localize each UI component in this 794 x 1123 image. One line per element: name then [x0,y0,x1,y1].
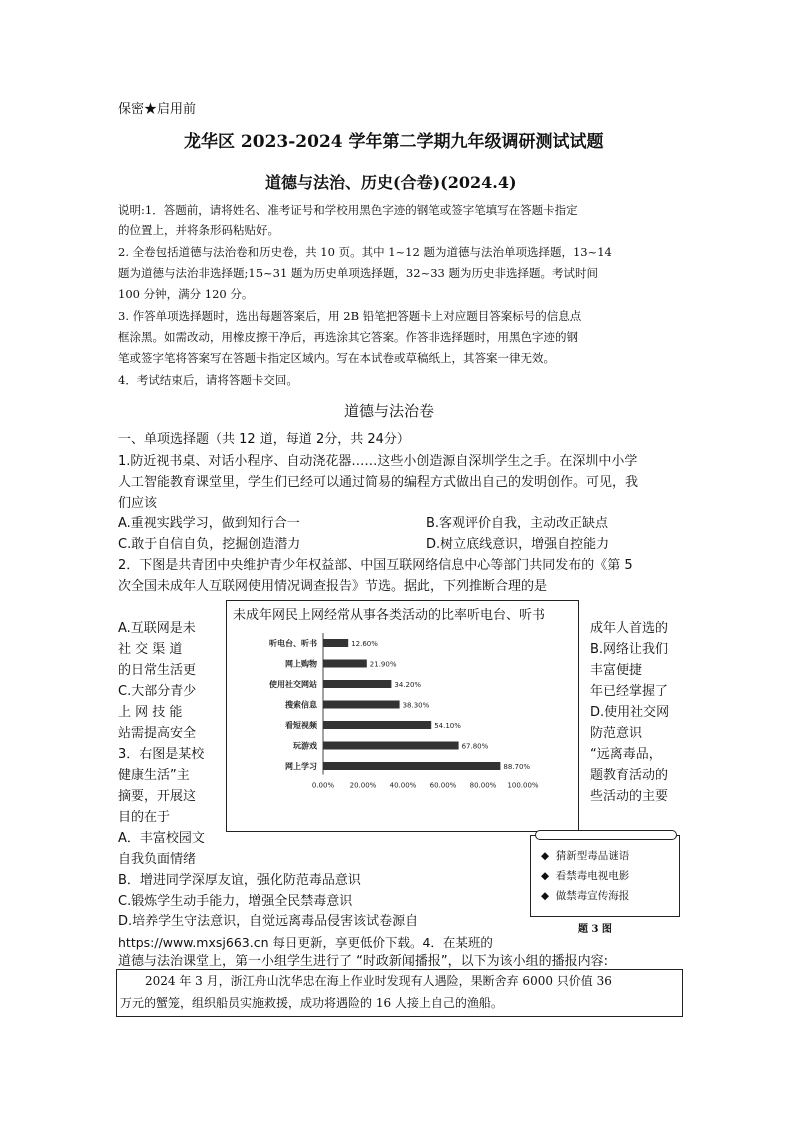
chart-value-label: 34.20% [394,681,422,689]
instructions-line: 说明:1．答题前，请将姓名、准考证号和学校用黑色字迹的钢笔或签字笔填写在答题卡指定 [118,203,578,217]
chart-bar [323,660,367,668]
figure-3-item: ◆ 做禁毒宣传海报 [541,890,630,902]
question-2-right-text: D.使用社交网 [590,705,670,720]
chart-tick-label: 100.00% [507,781,539,790]
question-3-left-text: 目的在于 [118,810,171,825]
question-3-option-b: B．增进同学深厚友谊，强化防范毒品意识 [118,873,361,888]
exam-subtitle: 道德与法治、历史(合卷)(2024.4) [265,173,517,192]
question-3-left-text: 摘要，开展这 [118,789,197,804]
figure-3-scroll [530,835,680,917]
chart-bar [323,721,431,729]
chart-value-label: 12.60% [351,640,378,648]
figure-3-item: ◆ 看禁毒电视电影 [541,870,630,882]
activity-rate-chart [226,600,579,832]
chart-value-label: 88.70% [503,763,531,771]
section-title: 道德与法治卷 [344,402,435,420]
chart-category-label: 看短视频 [285,721,317,730]
instructions-line: 题为道德与法治非选择题;15~31 题为历史单项选择题，32~33 题为历史非选择题。考试时间 [118,266,598,280]
chart-category-label: 玩游戏 [293,741,317,751]
instructions-line: 框涂黑。如需改动，用橡皮擦干净后，再选涂其它答案。作答非选择题时，用黑色字迹的钢 [118,330,578,344]
question-1-text: 人工智能教育课堂里，学生们已经可以通过简易的编程方式做出自己的发明创作。可见，我 [118,475,639,490]
chart-bar [323,680,391,688]
source-footer: https://www.mxsj663.cn 每日更新，享更低价下载。4．在某班的 [118,935,493,950]
figure-3-item: ◆ 猜新型毒品谜语 [541,850,630,862]
question-1-option-a: A.重视实践学习，做到知行合一 [118,516,300,531]
exam-title: 龙华区 2023-2024 学年第二学期九年级调研测试试题 [184,132,604,152]
instructions-line: 4．考试结束后，请将答题卡交回。 [118,373,298,387]
scroll-top-roll [535,830,677,840]
chart-value-label: 38.30% [402,701,430,710]
question-1-text: 1.防近视书桌、对话小程序、自动浇花器……这些小创造源自深圳学生之手。在深圳中小学 [118,454,638,469]
chart-tick-label: 20.00% [349,781,377,790]
question-2-right-text: B.网络让我们 [590,642,669,657]
figure-3-item-text: 看禁毒电视电影 [555,870,630,882]
question-2-text: 次全国未成年人互联网使用情况调查报告》节选。据此，下列推断合理的是 [118,579,548,594]
question-3-right-text: “远离毒品， [590,747,662,762]
instructions-line: 3. 作答单项选择题时，选出每题答案后，用 2B 铅笔把答题卡上对应题目答案标号的信息点 [118,309,582,323]
question-2-right-text: 年已经掌握了 [590,684,669,699]
chart-tick-label: 80.00% [469,781,497,790]
chart-category-label: 网上购物 [285,659,317,669]
chart-tick-label: 40.00% [389,781,417,790]
confidential-mark: 保密★启用前 [118,102,197,117]
chart-category-label: 听电台、听书 [269,639,317,648]
question-3-right-text: 题教育活动的 [590,768,669,783]
question-2-right-text: 丰富便捷 [590,663,643,678]
instructions-line: 笔或签字笔将答案写在答题卡指定区域内。写在本试卷或草稿纸上，其答案一律无效。 [118,351,555,365]
chart-tick-label: 0.00% [311,781,335,790]
chart-tick-label: 60.00% [429,781,457,790]
question-3-option-c: C.锻炼学生动手能力，增强全民禁毒意识 [118,894,353,909]
news-box [116,969,683,1017]
chart-title: 未成年网民上网经常从事各类活动的比率听电台、听书 [233,608,546,623]
question-2-right-text: 成年人首选的 [590,621,669,636]
chart-value-label: 67.80% [461,742,489,751]
instructions-line: 100 分钟，满分 120 分。 [118,287,254,301]
chart-bar [323,742,459,750]
instructions-line: 2. 全卷包括道德与法治卷和历史卷，共 10 页。其中 1~12 题为道德与法治单项选择题，13~14 [118,245,612,259]
question-3-option-d: D.培养学生守法意识，自觉远离毒品侵害该试卷源自 [118,914,419,929]
chart-value-label: 21.90% [369,660,397,669]
question-1-text: 们应该 [118,496,158,511]
question-2-left-text: A.互联网是未 [118,621,196,636]
chart-bar [323,762,500,770]
chart-category-label: 使用社交网站 [269,680,317,689]
chart-category-label: 搜索信息 [285,700,317,710]
question-2-left-text: 的日常生活更 [118,663,197,678]
chart-category-label: 网上学习 [285,762,317,771]
news-line: 2024 年 3 月，浙江舟山沈华忠在海上作业时发现有人遇险，果断舍弃 6000 只价值 36 [145,974,612,988]
question-1-option-d: D.树立底线意识，增强自控能力 [426,537,610,552]
question-4-text: 道德与法治课堂上，第一小组学生进行了 “时政新闻播报”，以下为该小组的播报内容: [118,954,608,969]
question-2-left-text: 上 网 技 能 [118,705,183,720]
question-3-right-text: 些活动的主要 [590,789,669,804]
chart-plot [227,601,578,831]
question-3-left-text: 健康生活”主 [118,768,190,783]
question-2-left-text: C.大部分青少 [118,684,197,699]
question-2-left-text: 站需提高安全 [118,726,197,741]
question-2-left-text: 社 交 渠 道 [118,642,183,657]
chart-value-label: 54.10% [434,722,461,730]
question-3-option-a: A．丰富校园文 [118,831,205,846]
question-2-text: 2．下图是共青团中央维护青少年权益部、中国互联网络信息中心等部门共同发布的《第 5 [118,558,633,573]
instructions-line: 的位置上，并将条形码粘贴好。 [118,223,279,237]
question-3-left-text: 3．右图是某校 [118,747,205,762]
question-1-option-b: B.客观评价自我，主动改正缺点 [426,516,609,531]
chart-bar [323,639,348,647]
question-1-option-c: C.敢于自信自负，挖掘创造潜力 [118,537,301,552]
question-2-right-text: 防范意识 [590,726,643,741]
question-3-option-a-cont: 自我负面情绪 [118,852,197,867]
figure-3-item-text: 做禁毒宣传海报 [555,890,630,902]
figure-3-item-text: 猜新型毒品谜语 [555,850,630,862]
news-line: 万元的蟹笼，组织船员实施救援，成功将遇险的 16 人接上自己的渔船。 [120,996,503,1010]
part-heading: 一、单项选择题（共 12 道，每道 2分，共 24分） [118,432,410,447]
chart-bar [323,701,400,709]
figure-3-caption: 题 3 图 [578,924,612,935]
